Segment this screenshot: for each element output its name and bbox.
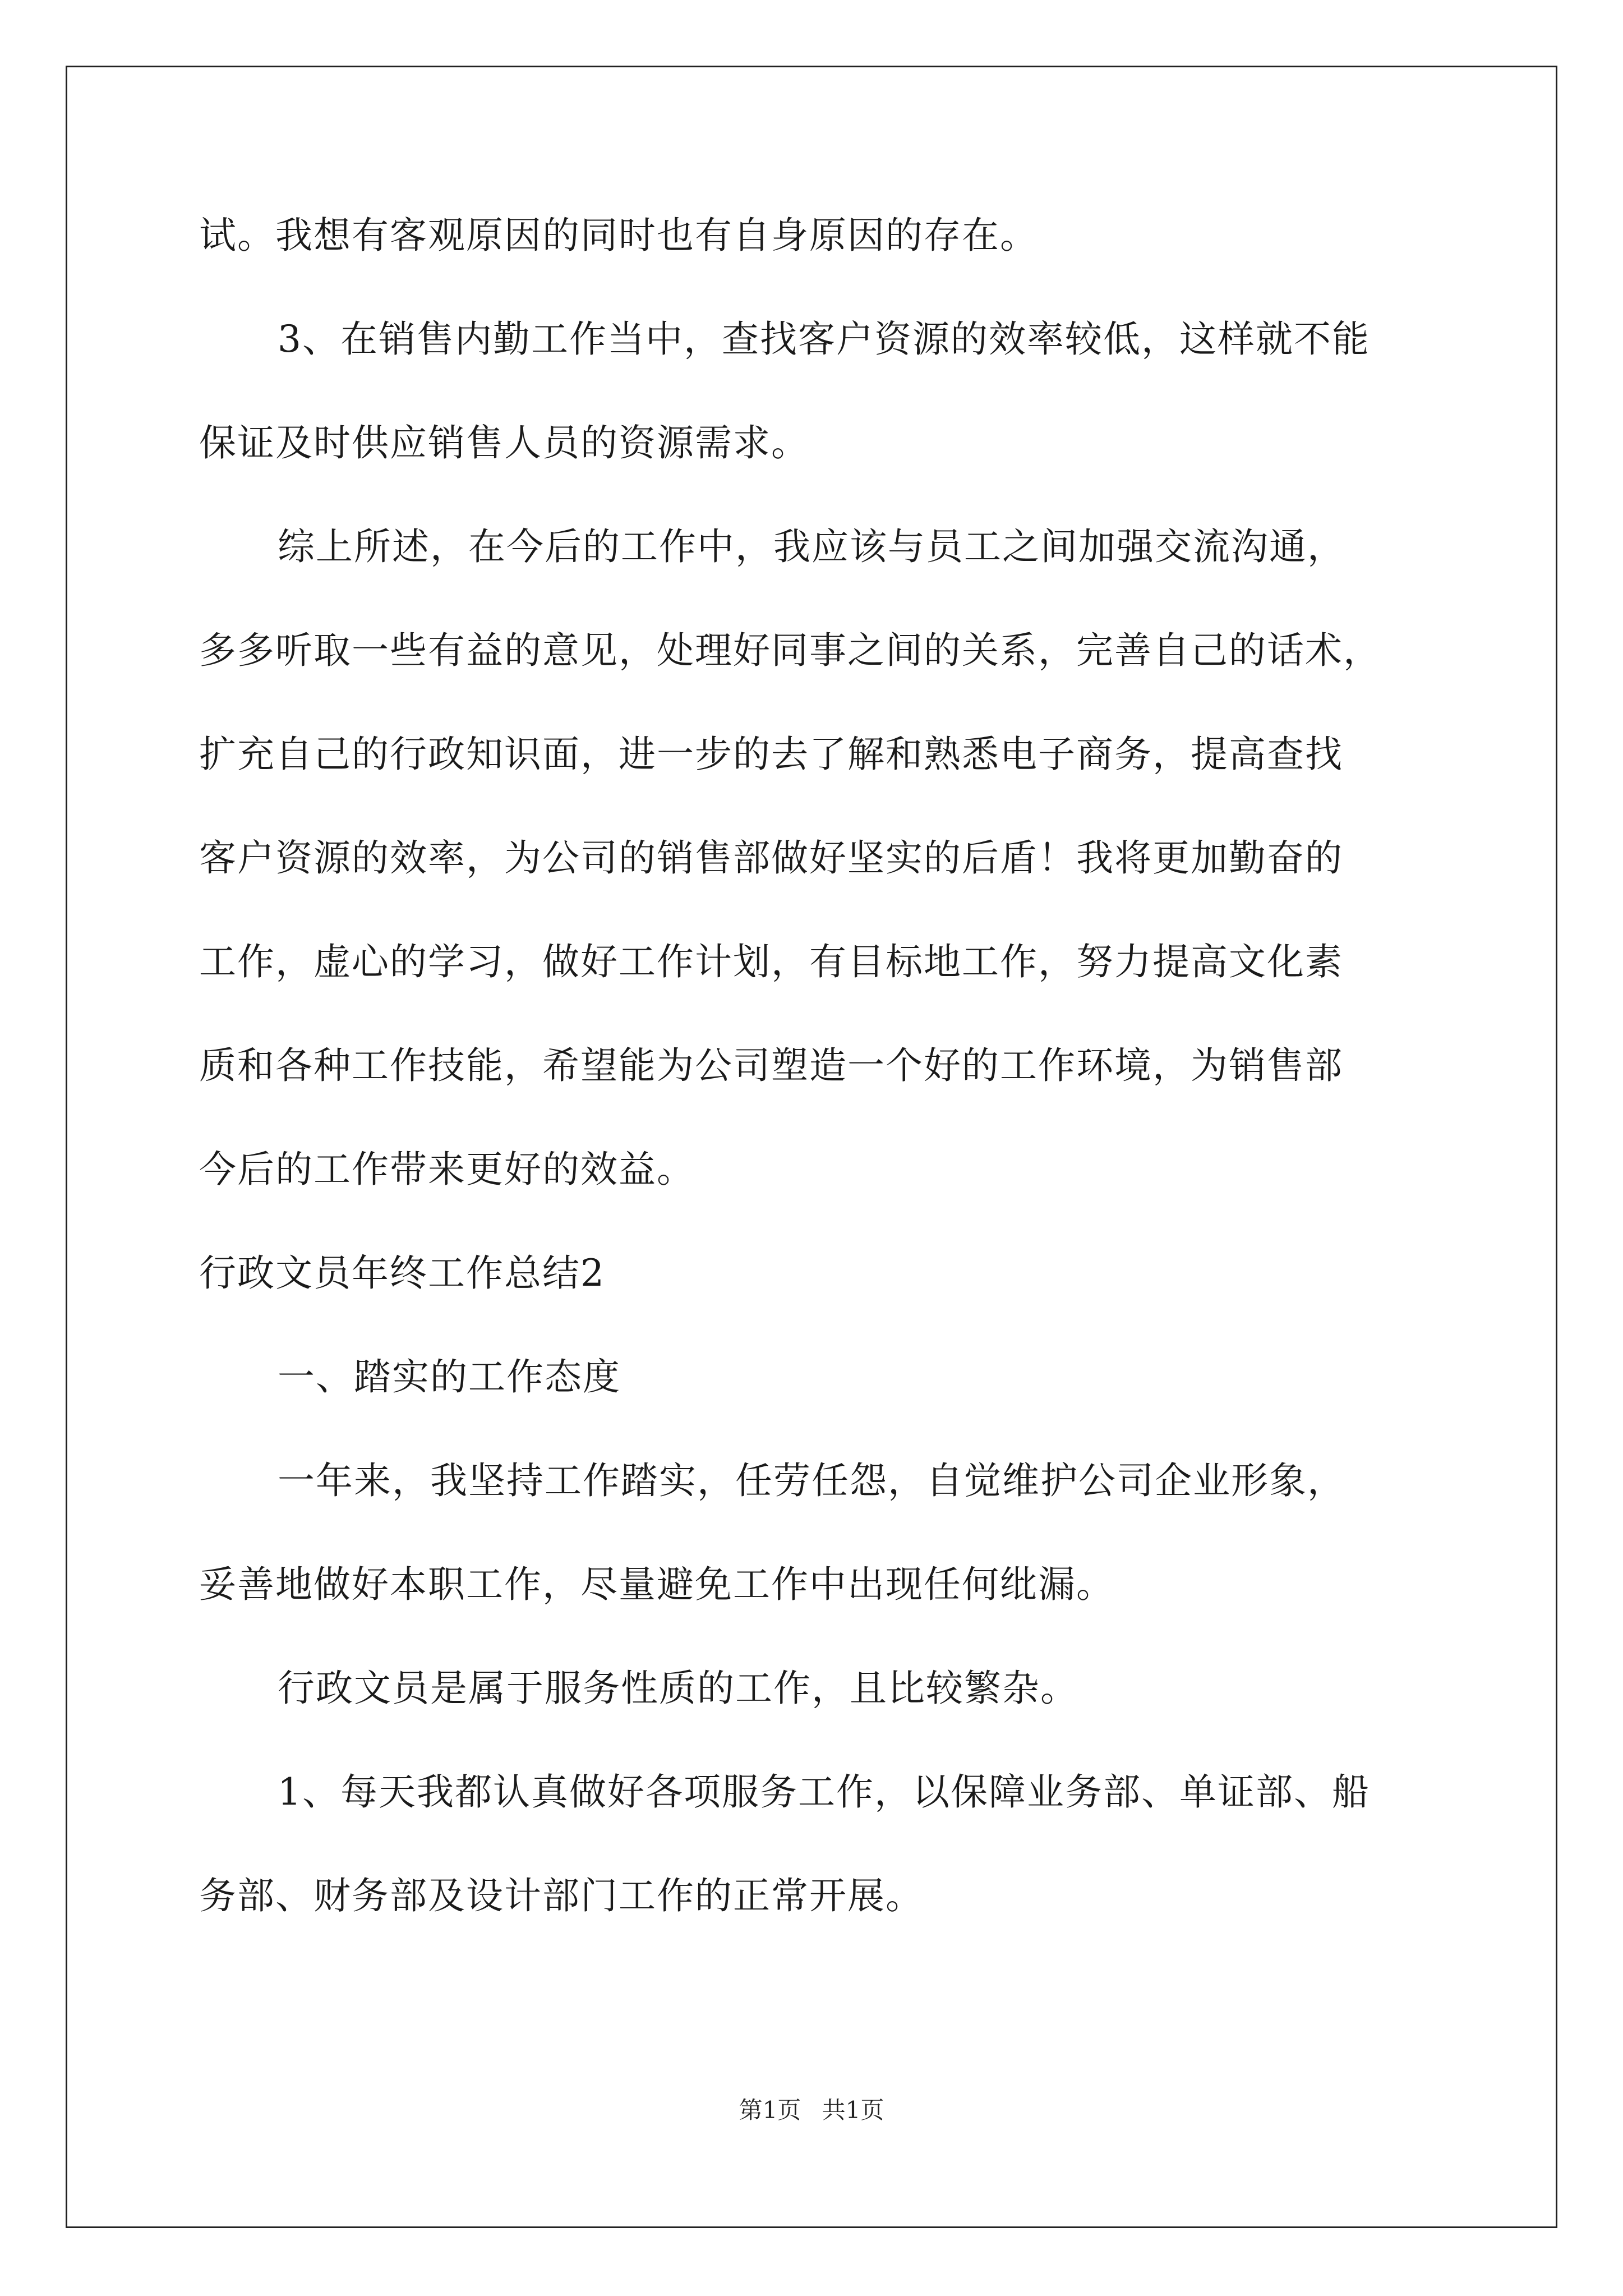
- paragraph-line: 多多听取一些有益的意见，处理好同事之间的关系，完善自己的话术，: [199, 629, 1381, 672]
- paragraph-line: 综上所述，在今后的工作中，我应该与员工之间加强交流沟通，: [278, 525, 1345, 568]
- section-heading: 一、踏实的工作态度: [278, 1355, 621, 1398]
- paragraph-line: 客户资源的效率，为公司的销售部做好坚实的后盾！我将更加勤奋的: [199, 836, 1343, 880]
- paragraph-line: 3、在销售内勤工作当中，查找客户资源的效率较低，这样就不能: [278, 318, 1370, 361]
- paragraph-line: 今后的工作带来更好的效益。: [199, 1148, 695, 1191]
- paragraph-line: 妥善地做好本职工作，尽量避免工作中出现任何纰漏。: [199, 1563, 1114, 1606]
- paragraph-line: 扩充自己的行政知识面，进一步的去了解和熟悉电子商务，提高查找: [199, 733, 1343, 776]
- paragraph-line: 保证及时供应销售人员的资源需求。: [199, 421, 809, 464]
- paragraph-line: 试。我想有客观原因的同时也有自身原因的存在。: [199, 214, 1038, 257]
- paragraph-line: 工作，虚心的学习，做好工作计划，有目标地工作，努力提高文化素: [199, 940, 1343, 983]
- page-footer: [0, 2093, 1623, 2127]
- section-title: 行政文员年终工作总结2: [199, 1251, 605, 1295]
- page-number-total: 共1页: [822, 2096, 884, 2124]
- paragraph-line: 行政文员是属于服务性质的工作，且比较繁杂。: [278, 1667, 1078, 1710]
- paragraph-line: 质和各种工作技能，希望能为公司塑造一个好的工作环境，为销售部: [199, 1044, 1343, 1087]
- paragraph-line: 务部、财务部及设计部门工作的正常开展。: [199, 1874, 924, 1917]
- paragraph-line: 1、每天我都认真做好各项服务工作，以保障业务部、单证部、船: [278, 1770, 1370, 1814]
- page-number-current: 第1页: [739, 2096, 801, 2124]
- paragraph-line: 一年来，我坚持工作踏实，任劳任怨，自觉维护公司企业形象，: [278, 1459, 1345, 1502]
